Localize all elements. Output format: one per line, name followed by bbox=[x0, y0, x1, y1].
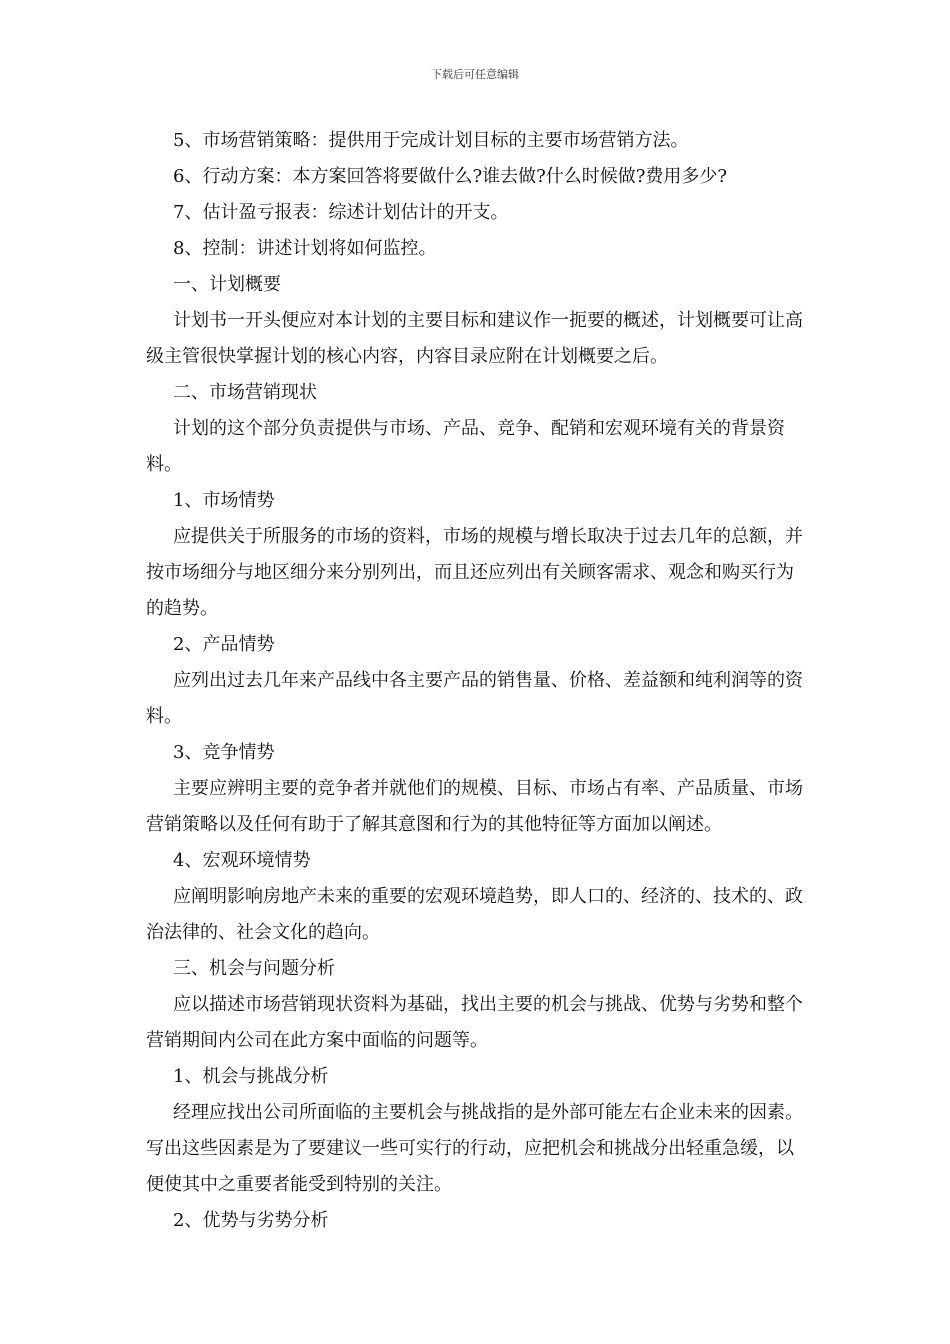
page-header-note: 下载后可任意编辑 bbox=[431, 68, 519, 81]
heading-product-situation: 2、产品情势 bbox=[173, 634, 275, 655]
paragraph-strategy: 5、市场营销策略：提供用于完成计划目标的主要市场营销方法。 bbox=[173, 130, 689, 151]
heading-macro-environment: 4、宏观环境情势 bbox=[173, 850, 311, 871]
heading-opportunity-analysis: 三、机会与问题分析 bbox=[173, 958, 335, 979]
paragraph-action-plan: 6、行动方案：本方案回答将要做什么?谁去做?什么时候做?费用多少? bbox=[173, 166, 728, 187]
heading-market-situation: 1、市场情势 bbox=[173, 490, 275, 511]
document-body bbox=[146, 123, 810, 1239]
paragraph-competition-situation: 主要应辨明主要的竞争者并就他们的规模、目标、市场占有率、产品质量、市场营销策略以及任何有助于了解其意图和行为的其他特征等方面加以阐述。 bbox=[146, 778, 803, 835]
heading-plan-summary: 一、计划概要 bbox=[173, 274, 281, 295]
paragraph-market-situation: 应提供关于所服务的市场的资料，市场的规模与增长取决于过去几年的总额，并按市场细分与地区细分来分别列出，而且还应列出有关顾客需求、观念和购买行为的趋势。 bbox=[146, 526, 803, 619]
paragraph-product-situation: 应列出过去几年来产品线中各主要产品的销售量、价格、差益额和纯利润等的资料。 bbox=[146, 670, 803, 727]
paragraph-opportunity-challenge: 经理应找出公司所面临的主要机会与挑战指的是外部可能左右企业未来的因素。写出这些因素是为了要建议一些可实行的行动，应把机会和挑战分出轻重急缓，以便使其中之重要者能受到特别的关注。 bbox=[146, 1102, 803, 1195]
paragraph-macro-environment: 应阐明影响房地产未来的重要的宏观环境趋势，即人口的、经济的、技术的、政治法律的、社会文化的趋向。 bbox=[146, 886, 803, 943]
heading-opportunity-challenge: 1、机会与挑战分析 bbox=[173, 1066, 329, 1087]
paragraph-profit-loss: 7、估计盈亏报表：综述计划估计的开支。 bbox=[173, 202, 509, 223]
paragraph-control: 8、控制：讲述计划将如何监控。 bbox=[173, 238, 437, 259]
heading-competition-situation: 3、竞争情势 bbox=[173, 742, 275, 763]
heading-market-status: 二、市场营销现状 bbox=[173, 382, 317, 403]
paragraph-market-status: 计划的这个部分负责提供与市场、产品、竞争、配销和宏观环境有关的背景资料。 bbox=[146, 418, 785, 475]
paragraph-opportunity-analysis: 应以描述市场营销现状资料为基础，找出主要的机会与挑战、优势与劣势和整个营销期间内公司在此方案中面临的问题等。 bbox=[146, 994, 803, 1051]
paragraph-plan-summary: 计划书一开头便应对本计划的主要目标和建议作一扼要的概述，计划概要可让高级主管很快掌握计划的核心内容，内容目录应附在计划概要之后。 bbox=[146, 310, 803, 367]
heading-strength-weakness: 2、优势与劣势分析 bbox=[173, 1210, 329, 1231]
